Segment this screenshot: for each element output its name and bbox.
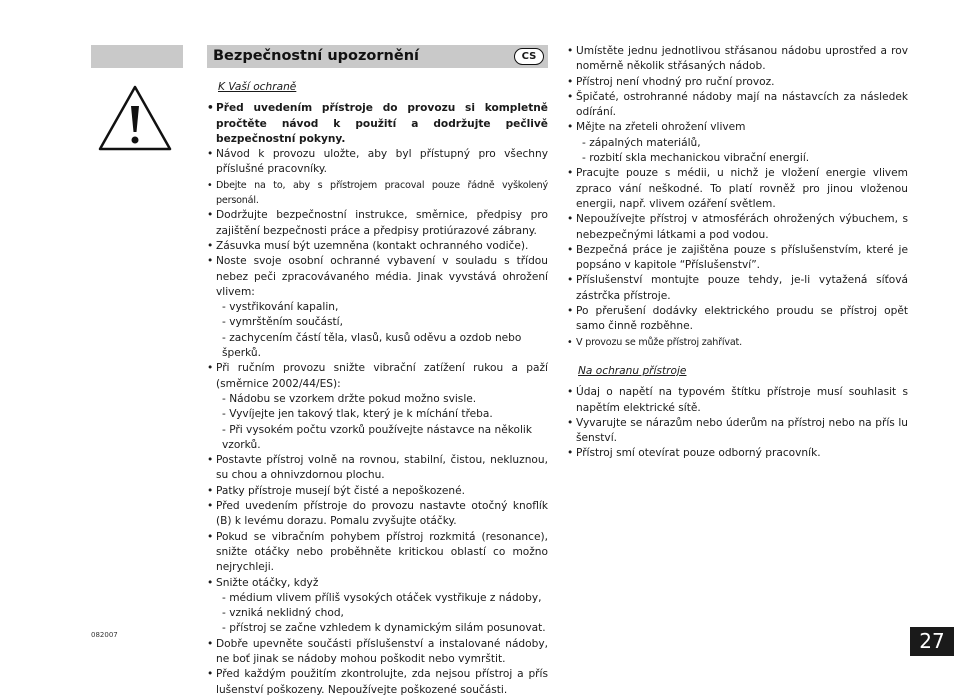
subsection-heading: Na ochranu přístroje bbox=[578, 364, 687, 377]
list-item: • Dobře upevněte součásti příslušenství a instalované nádoby, ne boť jinak se nádoby mohou poškodit nebo vymrštit. bbox=[207, 637, 548, 668]
sub-list-item: - rozbití skla mechanickou vibrační energií. bbox=[582, 152, 810, 165]
list-item: • Při ručním provozu snižte vibrační zatížení rukou a paží (směrnice 2002/44/ES): bbox=[207, 361, 548, 392]
list-item: • Přístroj smí otevírat pouze odborný pracovník. bbox=[567, 446, 908, 461]
list-item: • Pracujte pouze s médii, u nichž je vložení energie vlivem zpraco vání neškodné. To platí rovněž pro jinou vloženou energii, např. vlivem ozáření světlem. bbox=[567, 166, 908, 212]
page-number: 27 bbox=[910, 627, 954, 656]
left-column bbox=[207, 80, 548, 698]
sub-list-item: - vymrštěním součástí, bbox=[222, 316, 343, 329]
margin-header-bar bbox=[91, 45, 183, 68]
list-item: • Přístroj není vhodný pro ruční provoz. bbox=[567, 75, 908, 90]
document-code: 082007 bbox=[91, 631, 118, 639]
sub-list-item: - zachycením částí těla, vlasů, kusů oděvu a ozdob nebo šperků. bbox=[222, 331, 522, 360]
sub-list-item: - přístroj se začne vzhledem k dynamickým silám posunovat. bbox=[222, 622, 546, 635]
sub-list-item: - vystřikování kapalin, bbox=[222, 301, 339, 314]
list-item: • Umístěte jednu jednotlivou střásanou nádobu uprostřed a rov noměrně několik střásaných nádob. bbox=[567, 44, 908, 75]
list-item: • Snižte otáčky, když bbox=[207, 576, 548, 591]
list-item: • Zásuvka musí být uzemněna (kontakt ochranného vodiče). bbox=[207, 239, 548, 254]
subsection-heading: K Vaší ochraně bbox=[218, 81, 297, 93]
list-item: • Návod k provozu uložte, aby byl přístupný pro všechny příslušné pracovníky. bbox=[207, 147, 548, 178]
list-item: • Špičaté, ostrohranné nádoby mají na nástavcích za následek odírání. bbox=[567, 90, 908, 121]
sub-list-item: - vzniká neklidný chod, bbox=[222, 607, 344, 620]
language-badge: CS bbox=[514, 48, 544, 65]
sub-list-item: - Při vysokém počtu vzorků používejte nástavce na několik vzorků. bbox=[222, 423, 532, 451]
list-item: • Před uvedením přístroje do provozu si kompletně pročtěte návod k použití a dodržujte pečlivě bezpečnostní pokyny. bbox=[207, 101, 548, 147]
warning-triangle-icon bbox=[97, 84, 173, 152]
list-item: • Po přerušení dodávky elektrického proudu se přístroj opět samo činně rozběhne. bbox=[567, 304, 908, 335]
list-item: • Údaj o napětí na typovém štítku přístroje musí souhlasit s napětím elektrické sítě. bbox=[567, 385, 908, 416]
sub-list-item: - médium vlivem příliš vysokých otáček vystřikuje z nádoby, bbox=[222, 591, 542, 604]
list-item: • Mějte na zřeteli ohrožení vlivem bbox=[567, 120, 908, 135]
sub-list-item: - zápalných materiálů, bbox=[582, 136, 701, 149]
list-item: • Vyvarujte se nárazům nebo úderům na přístroj nebo na přís lu šenství. bbox=[567, 416, 908, 447]
sub-list-item: - Nádobu se vzorkem držte pokud možno svisle. bbox=[222, 392, 477, 405]
right-column bbox=[567, 44, 908, 462]
list-item: • Bezpečná práce je zajištěna pouze s příslušenstvím, které je popsáno v kapitole “Příslušenství”. bbox=[567, 243, 908, 274]
section-header bbox=[207, 45, 548, 68]
list-item: • Pokud se vibračním pohybem přístroj rozkmitá (resonance), snižte otáčky nebo proběhněte kritickou oblastí co možno nejrychleji. bbox=[207, 530, 548, 576]
list-item: • Noste svoje osobní ochranné vybavení v souladu s třídou nebez peči zpracovávaného média. Jinak vyvstává ohrožení vlivem: bbox=[207, 254, 548, 300]
list-item: • Nepoužívejte přístroj v atmosférách ohrožených výbuchem, s nebezpečnými látkami a pod vodou. bbox=[567, 212, 908, 243]
list-item: • Postavte přístroj volně na rovnou, stabilní, čistou, nekluznou, su chou a ohnivzdornou plochu. bbox=[207, 453, 548, 484]
list-item: • Příslušenství montujte pouze tehdy, je-li vytažená síťová zástrčka přístroje. bbox=[567, 273, 908, 304]
list-item: • Před každým použitím zkontrolujte, zda nejsou přístroj a přís lušenství poškozeny. Nepoužívejte poškozené součásti. bbox=[207, 667, 548, 698]
sub-list-item: - Vyvíjejte jen takový tlak, který je k míchání třeba. bbox=[222, 408, 493, 421]
list-item: • V provozu se může přístroj zahřívat. bbox=[567, 335, 908, 350]
list-item: • Dbejte na to, aby s přístrojem pracoval pouze řádně vyškolený personál. bbox=[207, 178, 548, 209]
section-title: Bezpečnostní upozornění bbox=[213, 48, 419, 64]
list-item: • Dodržujte bezpečnostní instrukce, směrnice, předpisy pro zajištění bezpečnosti práce a předpisy protiúrazové zábrany. bbox=[207, 208, 548, 239]
list-item: • Patky přístroje musejí být čisté a nepoškozené. bbox=[207, 484, 548, 499]
list-item: • Před uvedením přístroje do provozu nastavte otočný knoflík (B) k levému dorazu. Pomalu zvyšujte otáčky. bbox=[207, 499, 548, 530]
